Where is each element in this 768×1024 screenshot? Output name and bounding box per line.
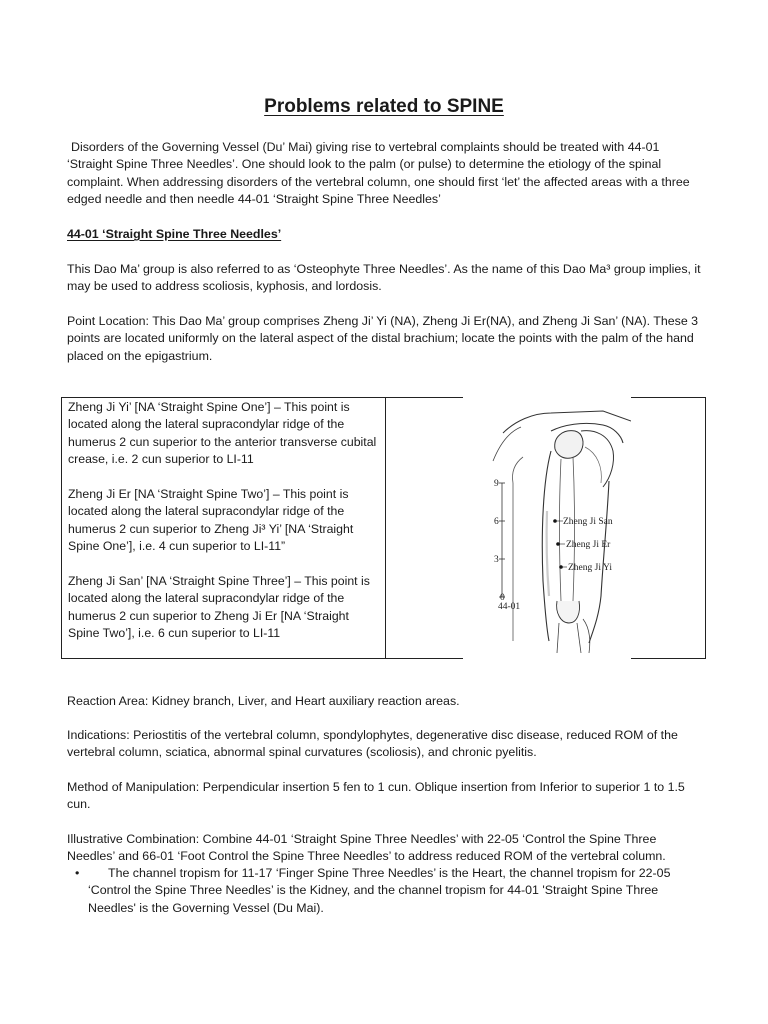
point-zheng-ji-yi: Zheng Ji Yi’ [NA ‘Straight Spine One’] – This point is located along the lateral supracondylar ridge of the humerus 2 cun superior to the anterior transverse cubital crease, i.e. 2 cun superior to LI-11 — [68, 400, 377, 467]
table-divider — [385, 398, 386, 658]
bullet-item: The channel tropism for 11-17 ‘Finger Spine Three Needles’ is the Heart, the channel tropism for 22-05 ‘Control the Spine Three Needles’ is the Kidney, and the channel tropism for 44-01 'Straight Spine Three Needles' is the Governing Vessel (Du Mai). — [88, 866, 671, 915]
bullet-marker: • — [75, 866, 80, 880]
label-zheng-ji-yi: Zheng Ji Yi — [568, 563, 612, 573]
scale-tick-3: 3 — [494, 555, 499, 565]
figure-code: 44-01 — [498, 602, 521, 612]
label-zheng-ji-er: Zheng Ji Er — [566, 540, 611, 550]
illustrative-combination: Illustrative Combination: Combine 44-01 ‘Straight Spine Three Needles’ with 22-05 ‘Control the Spine Three Needles’ and 66-01 ‘Foot Control the Spine Three Needles’ to address reduced ROM of the vertebral column. — [67, 832, 666, 864]
label-zheng-ji-san: Zheng Ji San — [563, 517, 613, 527]
group-description: This Dao Ma’ group is also referred to as ‘Osteophyte Three Needles’. As the name of this Dao Ma³ group implies, it may be used to address scoliosis, kyphosis, and lordosis. — [67, 262, 701, 294]
scale-tick-9: 9 — [494, 479, 499, 489]
intro-paragraph: Disorders of the Governing Vessel (Du’ Mai) giving rise to vertebral complaints should be treated with 44-01 ‘Straight Spine Three Needles’. One should look to the palm (or pulse) to determine the etiology of the spinal complaint. When addressing disorders of the vertebral column, one should first ‘let’ the affected areas with a three edged needle and then needle 44-01 ‘Straight Spine Three Needles’ — [67, 140, 690, 207]
bullet-list — [67, 865, 707, 917]
arm-drawing — [463, 391, 631, 661]
method-of-manipulation: Method of Manipulation: Perpendicular insertion 5 fen to 1 cun. Oblique insertion from Inferior to superior 1 to 1.5 cun. — [67, 780, 685, 812]
scale-tick-0: 0 — [500, 593, 505, 603]
point-zheng-ji-er: Zheng Ji Er [NA ‘Straight Spine Two’] – This point is located along the lateral supracondylar ridge of the humerus 2 cun superior to Zheng Ji³ Yi’ [NA ‘Straight Spine One’], i.e. 4 cun superior to LI-11” — [68, 487, 354, 554]
page-title: Problems related to SPINE — [264, 96, 504, 117]
point-zheng-ji-san: Zheng Ji San’ [NA ‘Straight Spine Three’] – This point is located along the lateral supracondylar ridge of the humerus 2 cun superior to Zheng Ji Er [NA ‘Straight Spine Two’], i.e. 6 cun superior to LI-11 — [68, 574, 370, 641]
section-heading: 44-01 ‘Straight Spine Three Needles’ — [67, 227, 282, 241]
arm-illustration — [463, 391, 631, 661]
indications: Indications: Periostitis of the vertebral column, spondylophytes, degenerative disc disease, reduced ROM of the vertebral column, sciatica, abnormal spinal curvatures (scoliosis), and chronic pyelitis. — [67, 728, 678, 760]
scale-tick-6: 6 — [494, 517, 499, 527]
points-cell — [68, 399, 380, 660]
reaction-area: Reaction Area: Kidney branch, Liver, and Heart auxiliary reaction areas. — [67, 694, 460, 708]
point-location-paragraph: Point Location: This Dao Ma’ group comprises Zheng Ji’ Yi (NA), Zheng Ji Er(NA), and Zheng Ji San’ (NA). These 3 points are located uniformly on the lateral aspect of the distal brachium; locate the points with the palm of the hand placed on the epigastrium. — [67, 314, 699, 363]
